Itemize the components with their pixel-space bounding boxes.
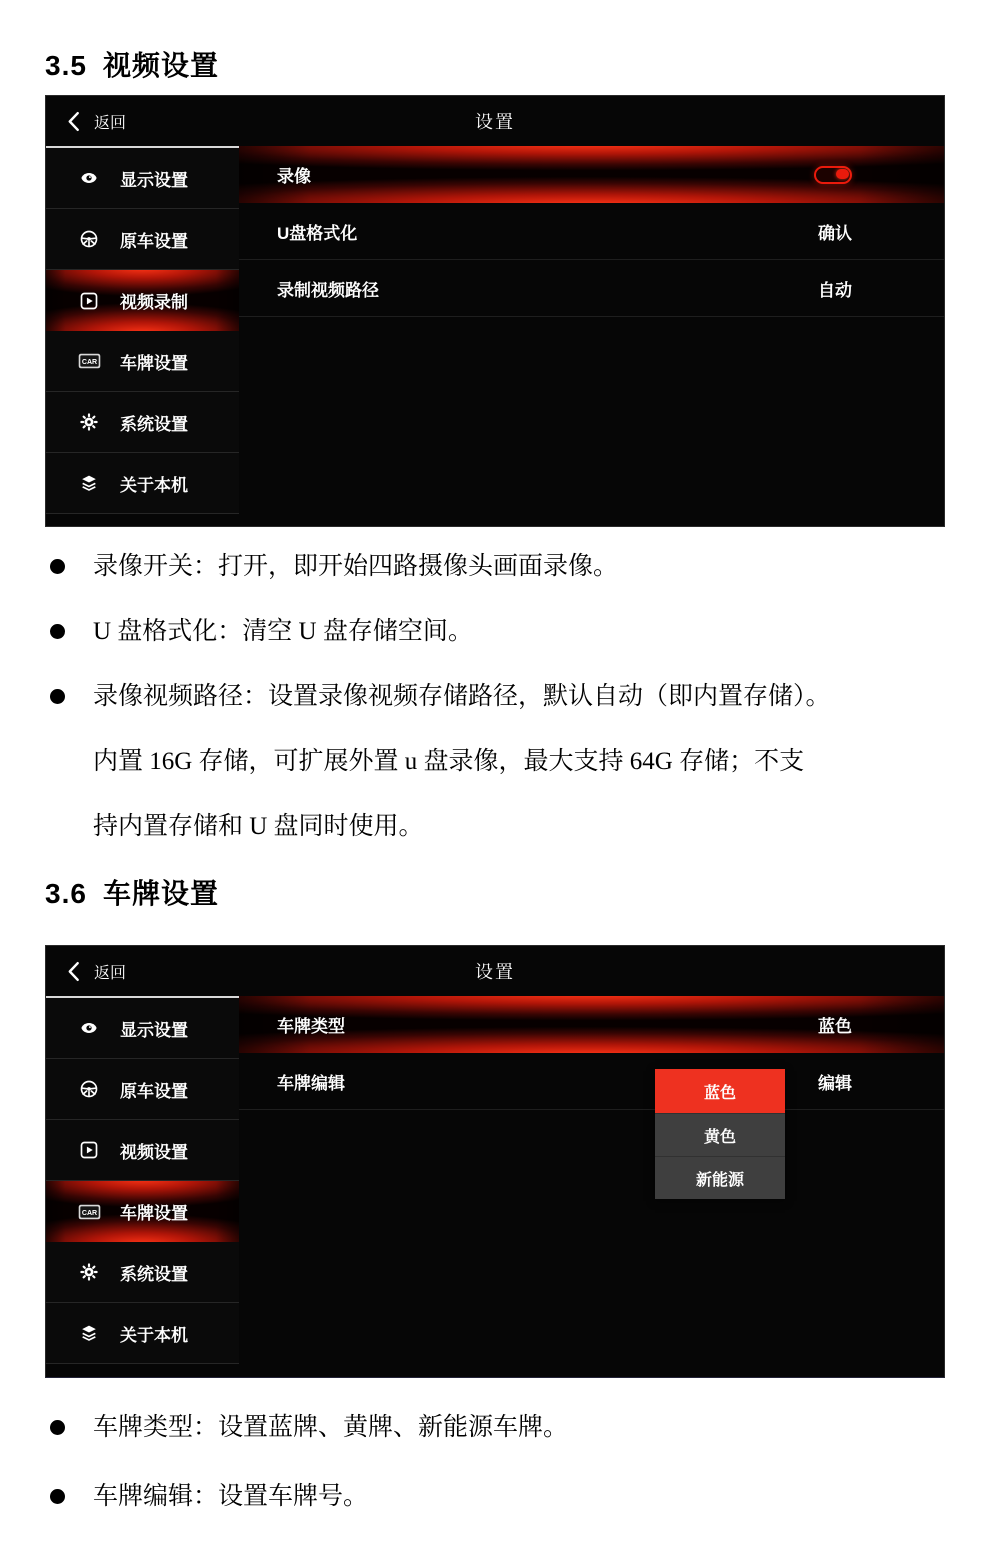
header-divider xyxy=(46,996,239,998)
video-record-icon xyxy=(76,1140,102,1160)
settings-sidebar xyxy=(46,998,239,1364)
sidebar-item-original-car[interactable] xyxy=(46,209,239,270)
back-label: 返回 xyxy=(94,114,127,132)
sidebar-item-about[interactable] xyxy=(46,1303,239,1364)
note-line: 录像开关：打开，即开始四路摄像头画面录像。 xyxy=(93,553,619,580)
sidebar-item-label: 系统设置 xyxy=(120,414,188,434)
page-title: 设置 xyxy=(475,112,515,132)
recording-toggle[interactable] xyxy=(814,166,852,184)
plate-settings-screenshot xyxy=(45,945,945,1378)
settings-sidebar xyxy=(46,148,239,514)
back-button[interactable] xyxy=(60,96,126,146)
settings-list xyxy=(239,146,944,526)
sidebar-item-display[interactable] xyxy=(46,998,239,1059)
bullet-icon xyxy=(50,689,65,704)
page-title: 设置 xyxy=(475,962,515,982)
setting-label: 录制视频路径 xyxy=(277,280,379,300)
plate-settings-notes xyxy=(48,1395,960,1529)
back-label: 返回 xyxy=(94,964,127,982)
dropdown-option-yellow[interactable]: 黄色 xyxy=(655,1113,785,1156)
back-chevron-icon xyxy=(60,111,86,132)
section-title: 车牌设置 xyxy=(102,878,219,909)
section-title: 视频设置 xyxy=(102,50,219,81)
bullet-icon xyxy=(50,624,65,639)
bullet-icon xyxy=(50,1420,65,1435)
setting-label: 车牌编辑 xyxy=(277,1073,345,1093)
list-item xyxy=(48,599,960,664)
note-line: 内置 16G 存储，可扩展外置 u 盘录像，最大支持 64G 存储；不支 xyxy=(93,748,805,775)
note-line: U 盘格式化：清空 U 盘存储空间。 xyxy=(93,618,473,645)
video-settings-screenshot xyxy=(45,95,945,527)
note-line: 车牌类型：设置蓝牌、黄牌、新能源车牌。 xyxy=(93,1414,569,1441)
header-divider xyxy=(46,146,239,148)
note-line: 持内置存储和 U 盘同时使用。 xyxy=(93,813,424,840)
video-settings-notes xyxy=(48,534,960,859)
sidebar-item-system[interactable] xyxy=(46,1242,239,1303)
confirm-button[interactable]: 确认 xyxy=(818,223,852,243)
toggle-knob xyxy=(836,169,849,179)
dropdown-option-new-energy[interactable]: 新能源 xyxy=(655,1156,785,1199)
sidebar-item-license-plate[interactable] xyxy=(46,1181,239,1242)
sidebar-item-label: 关于本机 xyxy=(120,1325,188,1345)
bullet-icon xyxy=(50,1489,65,1504)
sidebar-item-label: 显示设置 xyxy=(120,170,188,190)
back-button[interactable] xyxy=(60,946,126,996)
setting-row-usb-format[interactable] xyxy=(239,203,944,260)
video-path-value[interactable]: 自动 xyxy=(818,280,852,300)
sidebar-item-label: 关于本机 xyxy=(120,475,188,495)
layers-icon xyxy=(76,473,102,493)
list-item xyxy=(48,534,960,599)
sidebar-item-label: 视频设置 xyxy=(120,1142,188,1162)
sidebar-item-label: 原车设置 xyxy=(120,231,188,251)
sidebar-item-label: 视频录制 xyxy=(120,293,188,312)
eye-icon xyxy=(76,1018,102,1038)
edit-button[interactable]: 编辑 xyxy=(818,1073,852,1093)
sidebar-item-about[interactable] xyxy=(46,453,239,514)
license-plate-icon xyxy=(76,353,102,369)
sidebar-item-label: 系统设置 xyxy=(120,1264,188,1284)
plate-type-value[interactable]: 蓝色 xyxy=(818,1017,852,1036)
setting-row-video-path[interactable] xyxy=(239,260,944,317)
gear-icon xyxy=(76,1262,102,1282)
bullet-icon xyxy=(50,559,65,574)
video-record-icon xyxy=(76,291,102,311)
settings-list xyxy=(239,996,944,1377)
setting-row-plate-edit[interactable] xyxy=(239,1053,944,1110)
setting-label: 车牌类型 xyxy=(277,1017,345,1036)
section-number: 3.6 xyxy=(45,878,87,909)
section-heading-plate xyxy=(45,872,219,912)
setting-label: U盘格式化 xyxy=(277,223,358,243)
sidebar-item-display[interactable] xyxy=(46,148,239,209)
plate-type-dropdown xyxy=(655,1069,785,1199)
sidebar-item-label: 显示设置 xyxy=(120,1020,188,1040)
setting-label: 录像 xyxy=(277,167,311,186)
steering-wheel-icon xyxy=(76,1079,102,1099)
svg-text:CAR: CAR xyxy=(81,359,97,367)
eye-icon xyxy=(76,168,102,188)
sidebar-item-label: 车牌设置 xyxy=(120,1204,188,1223)
license-plate-icon xyxy=(76,1204,102,1220)
list-item xyxy=(48,664,960,859)
sidebar-item-label: 原车设置 xyxy=(120,1081,188,1101)
sidebar-item-original-car[interactable] xyxy=(46,1059,239,1120)
sidebar-item-video-record[interactable] xyxy=(46,270,239,331)
section-number: 3.5 xyxy=(45,50,87,81)
setting-row-recording[interactable] xyxy=(239,146,944,203)
sidebar-item-system[interactable] xyxy=(46,392,239,453)
steering-wheel-icon xyxy=(76,229,102,249)
svg-text:CAR: CAR xyxy=(81,1209,97,1217)
list-item xyxy=(48,1395,960,1460)
sidebar-item-video-settings[interactable] xyxy=(46,1120,239,1181)
section-heading-video xyxy=(45,44,219,84)
note-line: 车牌编辑：设置车牌号。 xyxy=(93,1483,369,1510)
note-line: 录像视频路径：设置录像视频存储路径，默认自动（即内置存储）。 xyxy=(93,683,831,710)
setting-row-plate-type[interactable] xyxy=(239,996,944,1053)
layers-icon xyxy=(76,1323,102,1343)
sidebar-item-label: 车牌设置 xyxy=(120,353,188,373)
list-item xyxy=(48,1464,960,1529)
back-chevron-icon xyxy=(60,961,86,982)
sidebar-item-license-plate[interactable] xyxy=(46,331,239,392)
gear-icon xyxy=(76,412,102,432)
dropdown-option-blue[interactable]: 蓝色 xyxy=(655,1069,785,1113)
